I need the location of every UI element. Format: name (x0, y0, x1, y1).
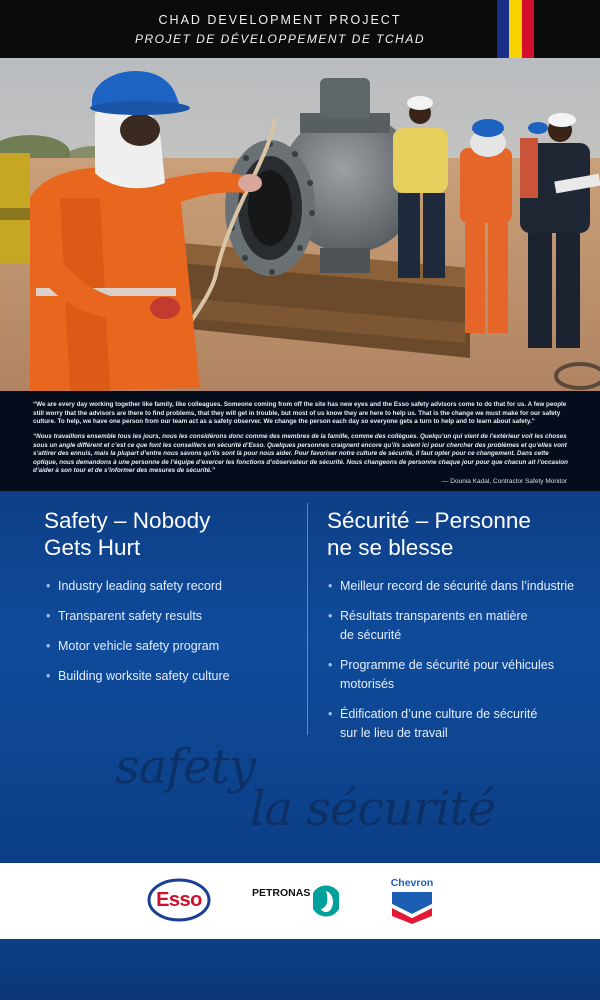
list-item-line1: Meilleur record de sécurité dans l’industrie (340, 579, 575, 593)
french-heading-line2: ne se blesse (327, 535, 454, 560)
list-item: • Industry leading safety record (46, 577, 296, 596)
quote-block (0, 391, 600, 491)
pipeline-workers-photo (0, 58, 600, 391)
list-item (328, 656, 588, 694)
english-heading-line2: Gets Hurt (44, 535, 141, 560)
petronas-logo-icon (309, 879, 343, 919)
header-bar (0, 0, 600, 58)
flag-stripe-yellow (509, 0, 521, 58)
list-item (328, 577, 588, 596)
list-item: • Motor vehicle safety program (46, 637, 296, 656)
list-item-line2: motorisés (340, 677, 395, 691)
list-item (328, 607, 588, 645)
english-heading (44, 507, 210, 561)
list-item-line2: de sécurité (340, 628, 402, 642)
list-item: • Transparent safety results (46, 607, 296, 626)
english-list (46, 577, 296, 697)
quote-french: “Nous travaillons ensemble tous les jours, nous les considérons donc comme des membres de la famille, comme des collègues. Quelqu’un qui vient de l’extérieur voit les choses sous un angle différent et c’est ce que font les conseillers en sécurité d’Esso. Quelques personnes craignent encore qu’ils soient ici pour chercher des problèmes et qu’elles vont s’attirer des ennuis, mais la plupart d’entre nous savons qu’ils sont là pour nous aider. Pour favoriser notre culture de sécurité, il faut opter pour ce changement. Dans cette optique, nous demandons à une personne de l’équipe d’exercer les fonctions d’observateur de sécurité. Nous changeons de personne chaque jour pour que chacun ait l’occasion d’aider à son tour et de s’informer des mesures de sécurité.” (33, 433, 568, 475)
column-divider (307, 503, 308, 735)
esso-logo (147, 878, 211, 922)
french-heading (327, 507, 531, 561)
flag-stripe-blue (497, 0, 509, 58)
english-heading-line1: Safety – Nobody (44, 508, 211, 533)
flag-stripe-red (522, 0, 534, 58)
safety-section (0, 491, 600, 863)
list-item-line2: sur le lieu de travail (340, 726, 448, 740)
header-title-en: CHAD DEVELOPMENT PROJECT (158, 13, 402, 27)
script-la-securite: la sécurité (250, 781, 496, 837)
chevron-logo-icon (390, 890, 434, 924)
list-item (328, 705, 588, 743)
header-title-fr: PROJET DE DÉVELOPPEMENT DE TCHAD (134, 32, 426, 46)
bottom-band (0, 939, 600, 1000)
petronas-wordmark: PETRONAS (252, 887, 311, 899)
sponsor-logos-bar (0, 863, 600, 939)
list-item: • Building worksite safety culture (46, 667, 296, 686)
chevron-wordmark: Chevron (390, 877, 434, 889)
french-heading-line1: Sécurité – Personne (327, 508, 531, 533)
chad-flag-icon (497, 0, 534, 58)
list-item-line1: Programme de sécurité pour véhicules (340, 658, 554, 672)
quote-english: “We are every day working together like family, like colleagues. Someone coming from off the site has new eyes and the Esso safety advisors come to do that for us. A few people still worry that the advisors are there to find problems, that they will get in trouble, but most of us know they are here to help us. That is the change we must make for our safety culture. To help, we have one person from our team act as a safety observer. We change the person each day so everyone gets a turn to help and to learn about safety.” (33, 401, 567, 426)
list-item-line1: Édification d’une culture de sécurité (340, 707, 538, 721)
esso-wordmark: Esso (156, 889, 202, 911)
quote-attribution: — Dounia Kadal, Contractor Safety Monitor (441, 478, 567, 485)
script-safety: safety (115, 739, 255, 795)
list-item-line1: Résultats transparents en matière (340, 609, 528, 623)
french-list (328, 577, 588, 754)
